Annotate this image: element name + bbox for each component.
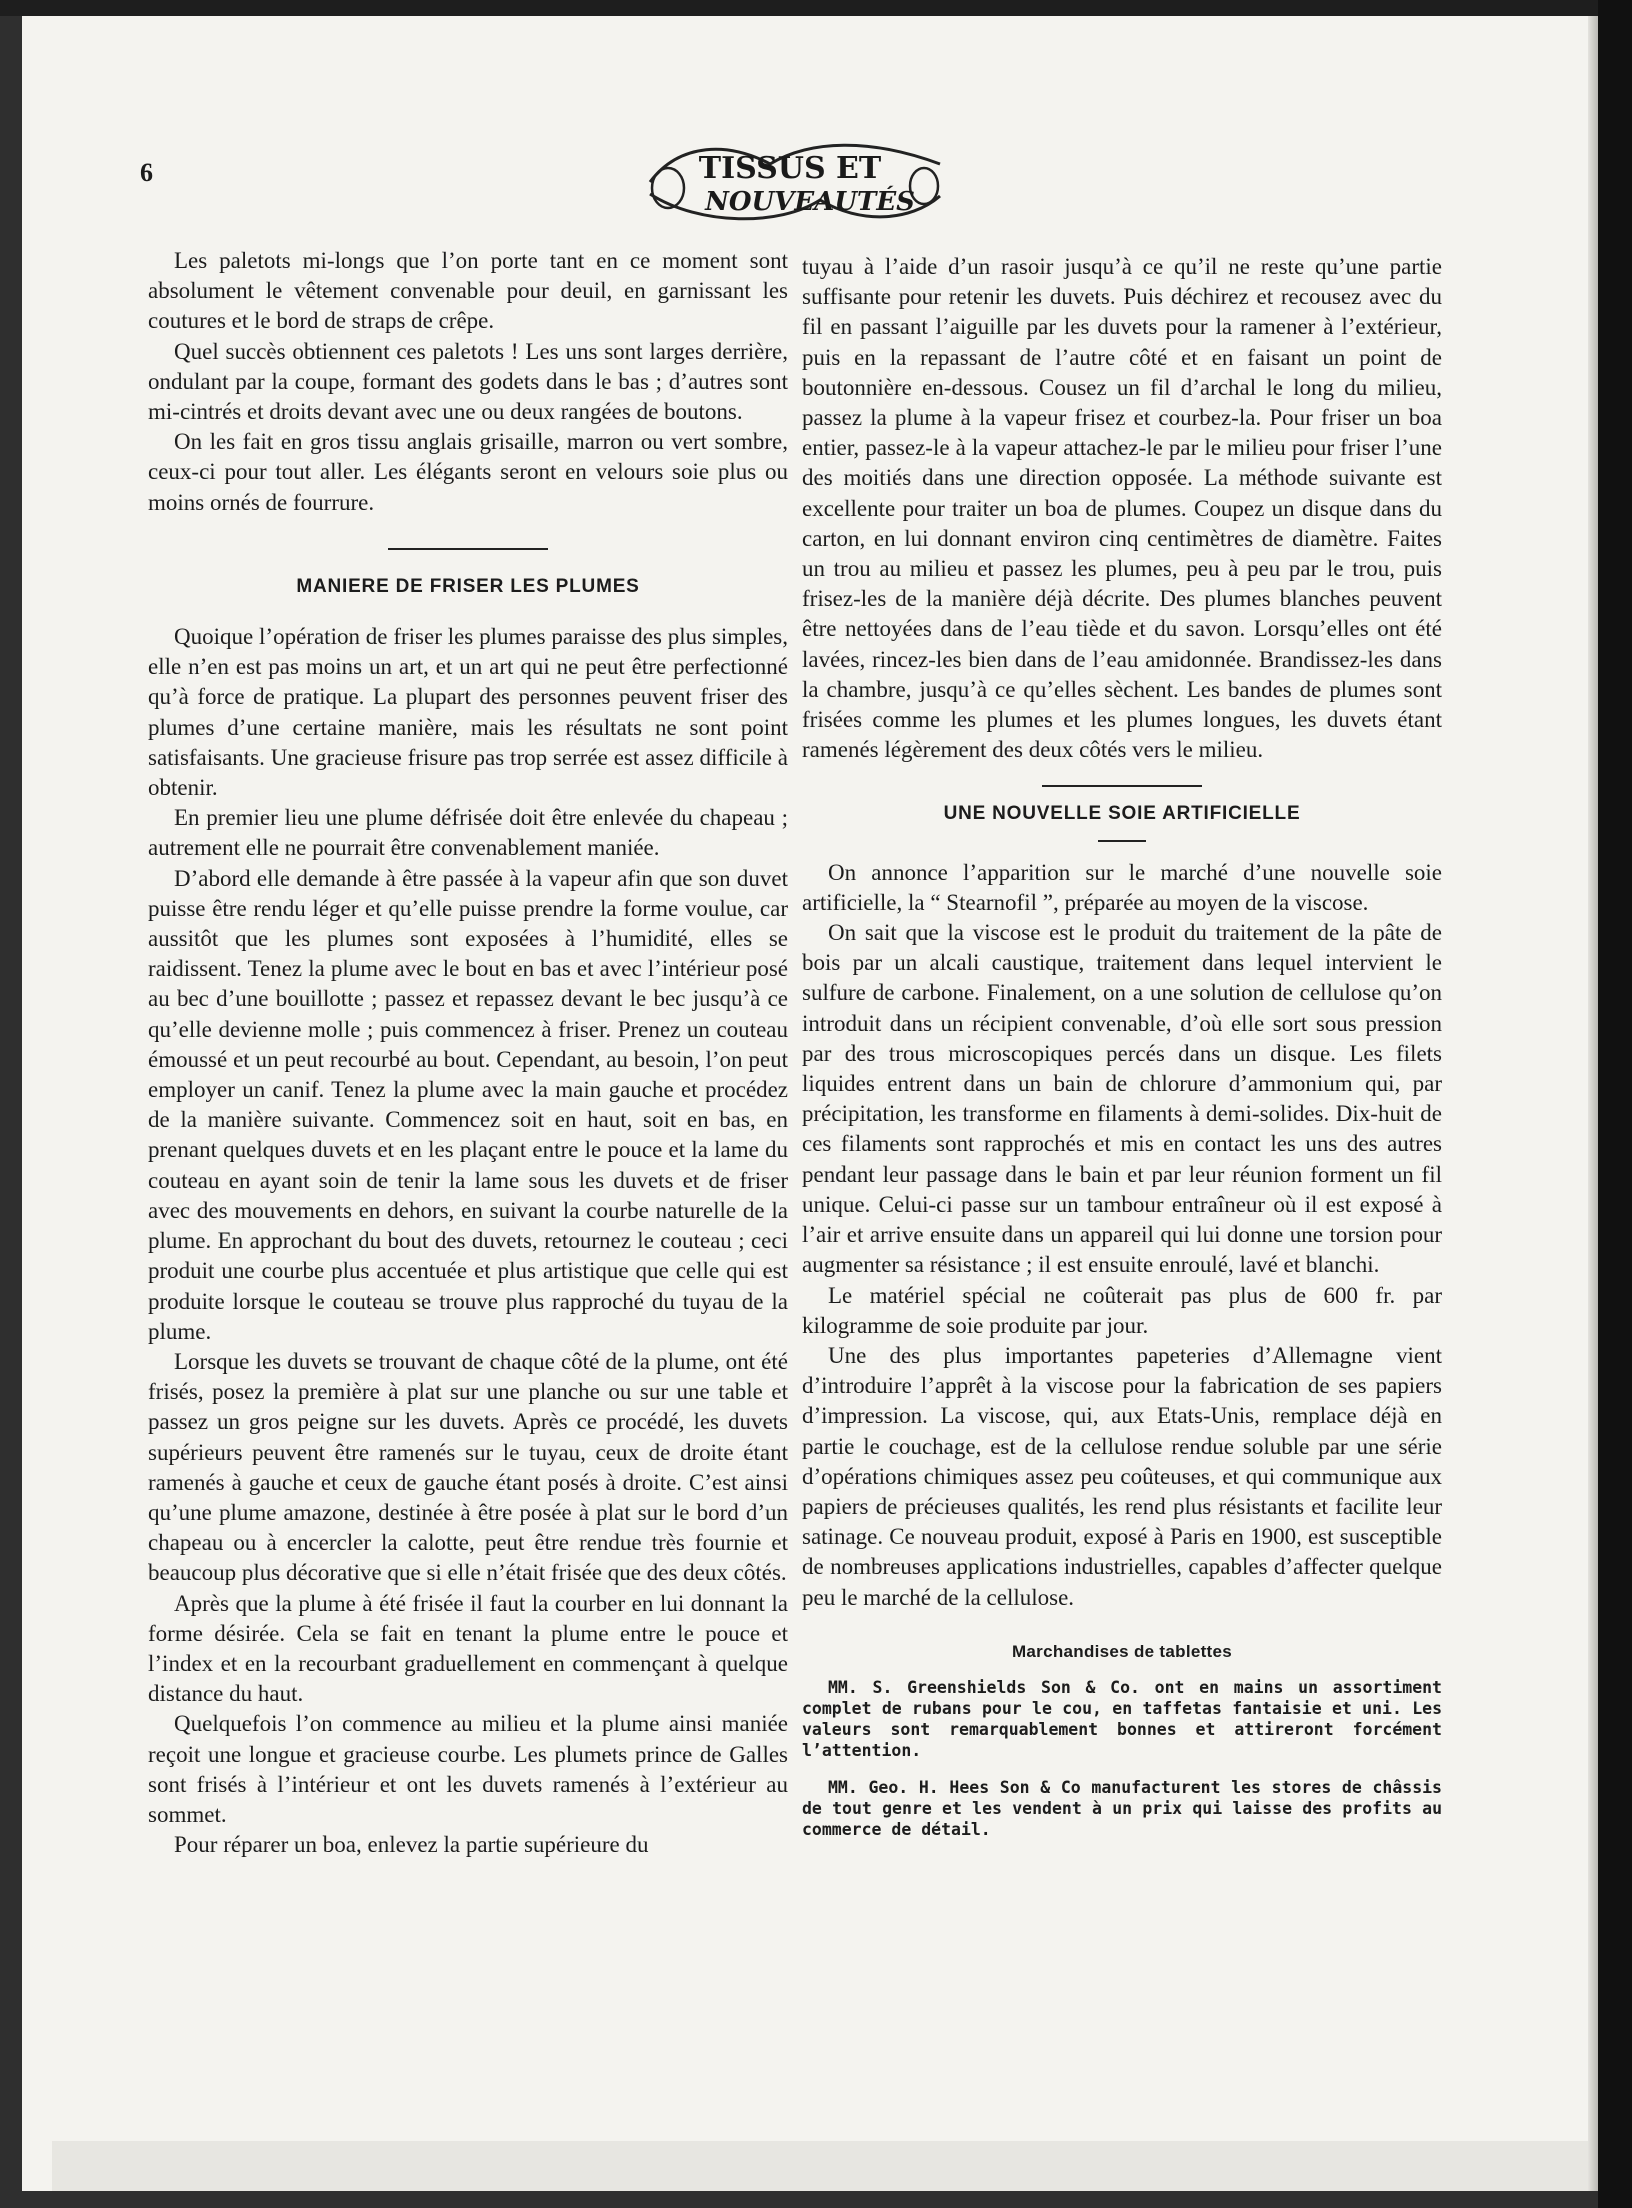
- plumes-continuation: tuyau à l’aide d’un rasoir jusqu’à ce qu’il ne reste qu’une partie suffisante pour retenir les duvets. Puis déchirez et recousez avec du fil en passant l’aiguille par les duvets pour la ramener à l’extérieur, puis en la repassant de l’autre côté et en faisant un point de boutonnière en-dessous. Cousez un fil d’archal le long du milieu, passez la plume à la vapeur frisez et courbez-la. Pour friser un boa entier, passez-le à la vapeur attachez-le par le milieu pour friser l’une des moitiés dans une direction opposée. La méthode suivante est excellente pour traiter un boa de plumes. Coupez un disque dans du carton, en lui donnant environ cinq centimètres de diamètre. Faites un trou au milieu et passez les plumes, peu à peu par le trou, puis frisez-les de la manière déjà décrite. Des plumes blanches peuvent être nettoyées dans de l’eau tiède et du savon. Lorsqu’elles ont été lavées, rincez-les bien dans de l’eau amidonnée. Brandissez-les dans la chambre, jusqu’à ce qu’elles sèchent. Les bandes de plumes sont frisées comme les plumes et les plumes longues, les duvets étant ramenés légèrement des deux côtés vers le milieu.: [802, 254, 1442, 763]
- soie-paragraph-1: On annonce l’apparition sur le marché d’une nouvelle soie artificielle, la “ Stearnofil ”, préparée au moyen de la viscose.: [802, 859, 1442, 915]
- scan-top-border: [0, 0, 1632, 16]
- magazine-page: [22, 16, 1598, 2191]
- soie-paragraph-2: On sait que la viscose est le produit du traitement de la pâte de bois par un alcali caustique, traitement dans lequel intervient le sulfure de carbone. Finalement, on a une solution de cellulose qu’on introduit dans un récipient convenable, d’où elle sort sous pression par des trous microscopiques percés dans un disque. Les filets liquides entrent dans un bain de chlorure d’ammonium qui, par précipitation, les transforme en filaments à demi-solides. Dix-huit de ces filaments sont rapprochés et mis en contact les uns des autres pendant leur passage dans le bain et par leur réunion forment un fil unique. Celui-ci passe sur un tambour entraîneur où il est exposé à l’air et arrive ensuite dans un appareil qui lui donne une torsion pour augmenter sa résistance ; il est ensuite enroulé, lavé et blanchi.: [802, 920, 1442, 1278]
- left-column: [148, 246, 788, 1860]
- masthead-line-1: TISSUS ET: [698, 151, 882, 186]
- soie-paragraph-3: Le matériel spécial ne coûterait pas plus de 600 fr. par kilogramme de soie produite par jour.: [802, 1282, 1442, 1338]
- tablettes-note-2: MM. Geo. H. Hees Son & Co manufacturent les stores de châssis de tout genre et les vendent à un prix qui laisse des profits au commerce de détail.: [802, 1777, 1442, 1839]
- plumes-paragraph-6: Quelquefois l’on commence au milieu et la plume ainsi maniée reçoit une longue et gracieuse courbe. Les plumets prince de Galles sont frisés à l’intérieur et ont les duvets ramenés à l’extérieur au sommet.: [148, 1711, 788, 1827]
- tablettes-note-1: MM. S. Greenshields Son & Co. ont en mains un assortiment complet de rubans pour le cou, en taffetas fantaisie et uni. Les valeurs sont remarquablement bonnes et attireront forcément l’attention.: [802, 1677, 1442, 1760]
- soie-paragraph-4: Une des plus importantes papeteries d’Allemagne vient d’introduire l’apprêt à la viscose pour la fabrication de ses papiers d’impression. La viscose, qui, aux Etats-Unis, remplace déjà en partie le couchage, est de la cellulose rendue soluble par une série d’opérations chimiques assez peu coûteuses, et qui communique aux papiers de précieuses qualités, les rend plus résistants et facilite leur satinage. Ce nouveau produit, exposé à Paris en 1900, est susceptible de nombreuses applications industrielles, capables d’affecter quelque peu le marché de la cellulose.: [802, 1342, 1442, 1610]
- plumes-paragraph-2: En premier lieu une plume défrisée doit être enlevée du chapeau ; autrement elle ne pourrait être convenablement maniée.: [148, 805, 788, 861]
- plumes-paragraph-5: Après que la plume à été frisée il faut la courber en lui donnant la forme désirée. Cela se fait en tenant la plume entre le pouce et l’index et en la recourbant graduellement en commençant à quelque distance du haut.: [148, 1590, 788, 1707]
- intro-paragraph-2: Quel succès obtiennent ces paletots ! Les uns sont larges derrière, ondulant par la coupe, formant des godets dans le bas ; d’autres sont mi-cintrés et droits devant avec une ou deux rangées de boutons.: [148, 338, 788, 425]
- page-number: 6: [140, 158, 153, 187]
- intro-paragraph-1: Les paletots mi-longs que l’on porte tant en ce moment sont absolument le vêtement convenable pour deuil, en garnissant les coutures et le bord de straps de crêpe.: [148, 248, 788, 334]
- book-spine-edge: [1598, 0, 1632, 2208]
- page-bottom-margin: [52, 2141, 1600, 2191]
- masthead-logo: [640, 134, 950, 230]
- intro-paragraph-3: On les fait en gros tissu anglais grisaille, marron ou vert sombre, ceux-ci pour tout aller. Les élégants seront en velours soie plus ou moins ornés de fourrure.: [148, 429, 788, 515]
- plumes-paragraph-7: Pour réparer un boa, enlevez la partie supérieure du: [174, 1832, 649, 1858]
- article-title-tablettes: Marchandises de tablettes: [1011, 1641, 1233, 1661]
- masthead-logo-graphic: [640, 134, 950, 230]
- plumes-paragraph-3: D’abord elle demande à être passée à la vapeur afin que son duvet puisse être rendu léger et qu’elle puisse prendre la forme voulue, car aussitôt que les plumes sont exposées à l’humidité, elles se raidissent. Tenez la plume avec le bout en bas et avec l’intérieur posé au bec d’une bouillotte ; passez et repassez devant le bec jusqu’à ce qu’elle devienne molle ; puis commencez à friser. Prenez un couteau émoussé et un peut recourbé au bout. Cependant, au besoin, l’on peut employer un canif. Tenez la plume avec la main gauche et procédez de la manière suivante. Commencez soit en haut, soit en bas, en prenant quelques duvets et en les plaçant entre le pouce et la lame du couteau en ayant soin de tenir la lame sous les duvets et de friser avec des mouvements en dehors, en suivant la courbe naturelle de la plume. En approchant du bout des duvets, retournez le couteau ; ceci produit une courbe plus accentuée et plus artistique que celle qui est produite lorsque le couteau se trouve plus rapproché du tuyau de la plume.: [148, 865, 788, 1344]
- article-title-soie: UNE NOUVELLE SOIE ARTIFICIELLE: [943, 803, 1301, 825]
- right-column: [802, 252, 1442, 1840]
- article-title-plumes: MANIERE DE FRISER LES PLUMES: [296, 575, 640, 597]
- plumes-paragraph-4: Lorsque les duvets se trouvant de chaque côté de la plume, ont été frisés, posez la première à plat sur une planche ou sur une table et passez un gros peigne sur les duvets. Après ce procédé, les duvets supérieurs peuvent être ramenés sur le tuyau, ceux de droite étant ramenés à gauche et ceux de gauche étant posés à droite. C’est ainsi qu’une plume amazone, destinée à être posée à plat sur le bord d’un chapeau ou à encercler la calotte, peut être rendue très fournie et beaucoup plus décorative que si elle n’était frisée que des deux côtés.: [148, 1348, 788, 1586]
- plumes-paragraph-1: Quoique l’opération de friser les plumes paraisse des plus simples, elle n’en est pas moins un art, et un art qui ne peut être perfectionné qu’à force de pratique. La plupart des personnes peuvent friser des plumes d’une certaine manière, mais les résultats ne sont point satisfaisants. Une gracieuse frisure pas trop serrée est assez difficile à obtenir.: [148, 624, 788, 801]
- masthead-line-2: NOUVEAUTÉS: [705, 187, 915, 217]
